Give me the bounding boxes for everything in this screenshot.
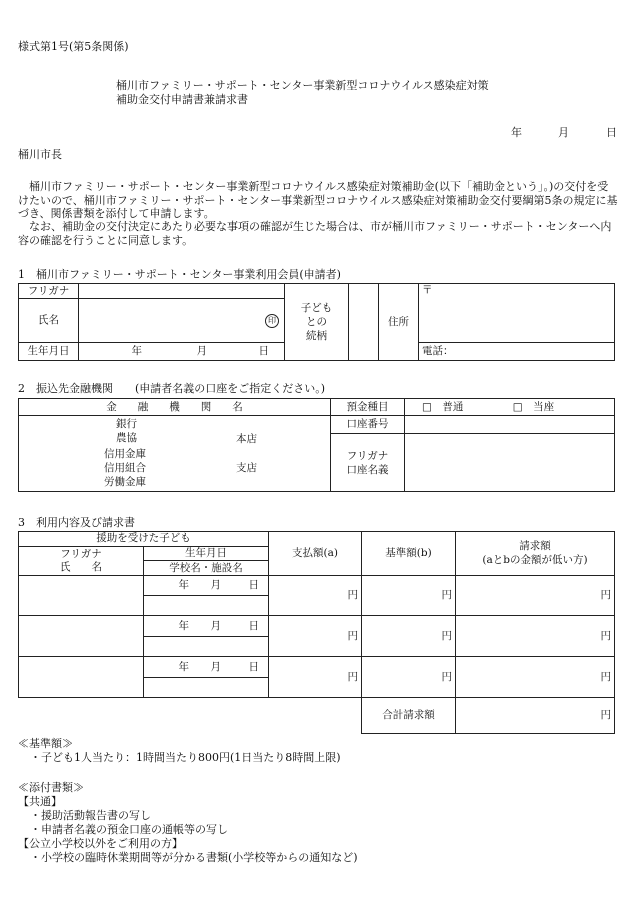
- claim-field[interactable]: 円: [456, 657, 615, 698]
- addressee: 桶川市長: [18, 148, 62, 161]
- attach-heading: ≪添付書類≫: [18, 781, 84, 794]
- date-day: 日: [606, 126, 617, 139]
- total-label: 合計請求額: [362, 698, 456, 734]
- address-field[interactable]: [419, 284, 615, 343]
- child-name-field[interactable]: [19, 575, 144, 616]
- non-public-heading: 【公立小学校以外をご利用の方】: [18, 837, 183, 850]
- standard-field[interactable]: 円: [362, 657, 456, 698]
- usage-table: [18, 531, 615, 698]
- list-item: ・申請者名義の預金口座の通帳等の写し: [30, 823, 228, 836]
- phone-field[interactable]: 電話：: [419, 343, 615, 361]
- total-table: [361, 697, 615, 734]
- address-label: 住所: [379, 284, 419, 361]
- form-number: 様式第1号(第5条関係): [18, 40, 129, 53]
- futsu-checkbox[interactable]: □ 普通: [422, 400, 464, 413]
- claim-field[interactable]: 円: [456, 616, 615, 657]
- account-name-field[interactable]: [405, 434, 615, 492]
- section2-heading: 2 振込先金融機関 (申請者名義の口座をご指定ください。): [18, 382, 326, 395]
- child-name-field[interactable]: [19, 616, 144, 657]
- child-birth-header: 生年月日: [144, 546, 269, 561]
- body-paragraph-2: なお、補助金の交付決定にあたり必要な事項の確認が生じた場合は、市が桶川市ファミリー・サポート・センターへ内容の確認を行うことに同意します。: [18, 220, 612, 247]
- table-row: [19, 657, 615, 677]
- birthdate-label: 生年月日: [19, 343, 79, 361]
- bank-name-field[interactable]: 銀行 農協 信用金庫 信用組合 労働金庫 本店 支店: [19, 416, 331, 492]
- paid-field[interactable]: 円: [269, 616, 362, 657]
- date-year: 年: [511, 126, 522, 139]
- bank-header: 金 融 機 関 名: [19, 399, 331, 416]
- deposit-type-options: [405, 399, 615, 416]
- child-name-header: フリガナ 氏 名: [19, 546, 144, 575]
- seal-mark: 印: [265, 314, 279, 328]
- school-field[interactable]: [144, 636, 269, 656]
- section1-heading: 1 桶川市ファミリー・サポート・センター事業利用会員(申請者): [18, 268, 341, 281]
- postal-mark: 〒: [422, 284, 433, 296]
- honten-label: 本店: [236, 433, 257, 445]
- account-number-label: 口座番号: [331, 416, 405, 434]
- paid-header: 支払額(a): [269, 532, 362, 576]
- standard-field[interactable]: 円: [362, 575, 456, 616]
- title-line-1: 桶川市ファミリー・サポート・センター事業新型コロナウイルス感染症対策: [116, 79, 489, 92]
- deposit-type-label: 預金種目: [331, 399, 405, 416]
- common-heading: 【共通】: [18, 795, 62, 808]
- name-label: 氏名: [19, 299, 79, 343]
- school-header: 学校名・施設名: [144, 561, 269, 576]
- school-field[interactable]: [144, 596, 269, 616]
- list-item: ・小学校の臨時休業期間等が分かる書類(小学校等からの通知など): [30, 851, 358, 864]
- date-month: 月: [558, 126, 569, 139]
- relation-label: 子ども との 続柄: [285, 284, 349, 361]
- paid-field[interactable]: 円: [269, 575, 362, 616]
- child-birth-field[interactable]: 年 月 日: [144, 616, 269, 636]
- child-birth-field[interactable]: 年 月 日: [144, 657, 269, 677]
- toza-checkbox[interactable]: □ 当座: [512, 400, 555, 413]
- birthdate-field[interactable]: 年 月 日: [79, 343, 285, 361]
- child-name-field[interactable]: [19, 657, 144, 698]
- school-field[interactable]: [144, 677, 269, 697]
- table-row: [19, 616, 615, 636]
- applicant-table: [18, 283, 615, 361]
- furigana-label: フリガナ: [19, 284, 79, 299]
- child-birth-field[interactable]: 年 月 日: [144, 575, 269, 595]
- name-field[interactable]: [79, 299, 285, 343]
- claim-field[interactable]: 円: [456, 575, 615, 616]
- paid-field[interactable]: 円: [269, 657, 362, 698]
- standard-field[interactable]: 円: [362, 616, 456, 657]
- title-line-2: 補助金交付申請書兼請求書: [116, 93, 248, 106]
- shiten-label: 支店: [236, 462, 257, 474]
- list-item: ・援助活動報告書の写し: [30, 809, 151, 822]
- standard-header: 基準額(b): [362, 532, 456, 576]
- account-number-field[interactable]: [405, 416, 615, 434]
- claim-header: 請求額 (aとbの金額が低い方): [456, 532, 615, 576]
- relation-field[interactable]: [349, 284, 379, 361]
- body-paragraph-1: 桶川市ファミリー・サポート・センター事業新型コロナウイルス感染症対策補助金(以下「補助金という」。)の交付を受けたいので、桶川市ファミリー・サポート・センター事業新型コロナウイルス感染症対策補助金交付要綱第5条の規定に基づき、関係書類を添付して申請します。: [18, 180, 618, 220]
- furigana-field[interactable]: [79, 284, 285, 299]
- standard-heading: ≪基準額≫: [18, 737, 73, 750]
- child-header: 援助を受けた子ども: [19, 532, 269, 547]
- section3-heading: 3 利用内容及び請求書: [18, 516, 135, 529]
- table-row: [19, 575, 615, 595]
- bank-table: [18, 398, 615, 492]
- account-name-label: フリガナ 口座名義: [331, 434, 405, 492]
- total-field[interactable]: 円: [456, 698, 615, 734]
- standard-item: ・子ども1人当たり：1時間当たり800円(1日当たり8時間上限): [30, 751, 341, 764]
